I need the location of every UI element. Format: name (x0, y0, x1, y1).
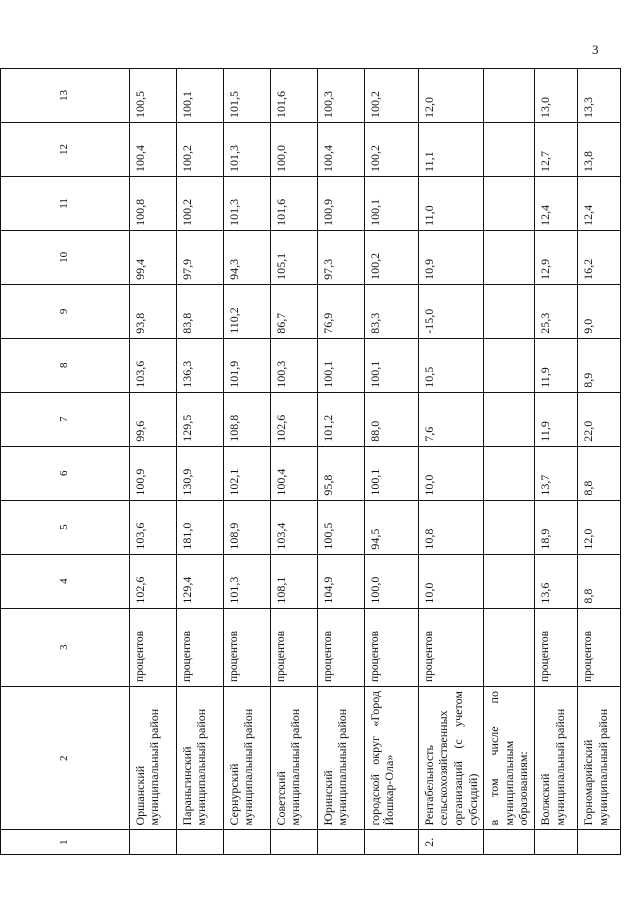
value-cell: 12,7 (535, 122, 578, 176)
value-cell: 105,1 (270, 230, 317, 284)
value-cell: 7,6 (418, 392, 484, 446)
header-cell: 6 (1, 446, 130, 500)
table-row (484, 69, 535, 855)
indicator-name-cell: городской округ «Город Йошкар-Ола» (364, 687, 418, 830)
value-cell: 101,3 (223, 176, 270, 230)
value-cell: 100,5 (317, 500, 364, 554)
header-cell: 7 (1, 392, 130, 446)
value-cell: 22,0 (578, 392, 621, 446)
table-row (364, 69, 418, 855)
table-row (270, 69, 317, 855)
value-cell: 100,1 (364, 176, 418, 230)
row-number-cell (484, 830, 535, 855)
value-cell: 86,7 (270, 284, 317, 338)
value-cell: 100,2 (364, 69, 418, 123)
value-cell: 93,8 (129, 284, 176, 338)
unit-cell: процентов (317, 608, 364, 686)
indicator-name-cell: Горномарийский муниципальный район (578, 687, 621, 830)
row-number-cell (364, 830, 418, 855)
table-row (578, 69, 621, 855)
value-cell: 100,3 (270, 338, 317, 392)
value-cell: 101,5 (223, 69, 270, 123)
value-cell: 100,2 (364, 230, 418, 284)
value-cell (484, 392, 535, 446)
unit-cell: процентов (270, 608, 317, 686)
value-cell: 13,7 (535, 446, 578, 500)
value-cell (484, 69, 535, 123)
value-cell: 11,9 (535, 338, 578, 392)
row-number-cell (223, 830, 270, 855)
value-cell: 10,5 (418, 338, 484, 392)
header-cell: 3 (1, 608, 130, 686)
value-cell: -15,0 (418, 284, 484, 338)
value-cell: 12,4 (578, 176, 621, 230)
header-cell: 4 (1, 554, 130, 608)
value-cell: 103,6 (129, 500, 176, 554)
page-number: 3 (592, 42, 599, 57)
value-cell: 181,0 (176, 500, 223, 554)
value-cell: 100,1 (317, 338, 364, 392)
value-cell: 99,4 (129, 230, 176, 284)
value-cell: 10,0 (418, 446, 484, 500)
value-cell: 18,9 (535, 500, 578, 554)
value-cell: 110,2 (223, 284, 270, 338)
value-cell: 136,3 (176, 338, 223, 392)
value-cell: 94,5 (364, 500, 418, 554)
value-cell: 11,0 (418, 176, 484, 230)
row-number-cell: 2. (418, 830, 484, 855)
table-row (418, 69, 484, 855)
indicator-name-cell: Параньгинский муниципальный район (176, 687, 223, 830)
value-cell: 108,8 (223, 392, 270, 446)
value-cell: 13,3 (578, 69, 621, 123)
value-cell: 100,8 (129, 176, 176, 230)
row-number-cell (317, 830, 364, 855)
table-row (223, 69, 270, 855)
value-cell: 102,1 (223, 446, 270, 500)
indicator-name-cell: Сернурский муниципальный район (223, 687, 270, 830)
header-cell: 2 (1, 687, 130, 830)
value-cell: 97,9 (176, 230, 223, 284)
indicator-name-cell: Юринский муниципальный район (317, 687, 364, 830)
value-cell: 95,8 (317, 446, 364, 500)
value-cell (484, 554, 535, 608)
value-cell: 100,0 (270, 122, 317, 176)
value-cell: 12,0 (418, 69, 484, 123)
value-cell: 83,3 (364, 284, 418, 338)
unit-cell: процентов (176, 608, 223, 686)
value-cell: 102,6 (270, 392, 317, 446)
row-number-cell (270, 830, 317, 855)
value-cell: 100,1 (176, 69, 223, 123)
value-cell: 12,9 (535, 230, 578, 284)
value-cell: 104,9 (317, 554, 364, 608)
value-cell (484, 446, 535, 500)
value-cell: 108,1 (270, 554, 317, 608)
value-cell: 83,8 (176, 284, 223, 338)
value-cell: 101,6 (270, 176, 317, 230)
unit-cell: процентов (418, 608, 484, 686)
value-cell: 101,2 (317, 392, 364, 446)
table-row (129, 69, 176, 855)
value-cell (484, 122, 535, 176)
value-cell: 99,6 (129, 392, 176, 446)
value-cell (484, 176, 535, 230)
value-cell: 8,8 (578, 554, 621, 608)
header-cell: 8 (1, 338, 130, 392)
row-number-cell (535, 830, 578, 855)
header-cell: 13 (1, 69, 130, 123)
value-cell (484, 338, 535, 392)
value-cell: 100,4 (317, 122, 364, 176)
value-cell: 8,9 (578, 338, 621, 392)
value-cell: 10,9 (418, 230, 484, 284)
unit-cell: процентов (578, 608, 621, 686)
header-cell: 11 (1, 176, 130, 230)
value-cell: 12,0 (578, 500, 621, 554)
indicator-name-cell: Волжский муниципальный район (535, 687, 578, 830)
value-cell: 100,4 (270, 446, 317, 500)
value-cell: 129,5 (176, 392, 223, 446)
row-number-cell (578, 830, 621, 855)
value-cell: 101,3 (223, 122, 270, 176)
unit-cell: процентов (223, 608, 270, 686)
row-number-cell (129, 830, 176, 855)
data-table (0, 68, 621, 855)
value-cell (484, 284, 535, 338)
value-cell: 100,5 (129, 69, 176, 123)
value-cell: 100,2 (176, 176, 223, 230)
value-cell: 10,0 (418, 554, 484, 608)
unit-cell: процентов (129, 608, 176, 686)
header-cell: 9 (1, 284, 130, 338)
table-row (176, 69, 223, 855)
value-cell: 13,0 (535, 69, 578, 123)
value-cell: 10,8 (418, 500, 484, 554)
row-number-cell (176, 830, 223, 855)
value-cell: 103,4 (270, 500, 317, 554)
value-cell: 13,8 (578, 122, 621, 176)
value-cell: 100,9 (129, 446, 176, 500)
value-cell: 13,6 (535, 554, 578, 608)
value-cell: 101,6 (270, 69, 317, 123)
table-row (317, 69, 364, 855)
value-cell: 100,1 (364, 446, 418, 500)
value-cell: 100,3 (317, 69, 364, 123)
value-cell: 76,9 (317, 284, 364, 338)
value-cell: 11,1 (418, 122, 484, 176)
value-cell: 100,0 (364, 554, 418, 608)
value-cell: 12,4 (535, 176, 578, 230)
value-cell: 103,6 (129, 338, 176, 392)
value-cell: 130,9 (176, 446, 223, 500)
value-cell: 102,6 (129, 554, 176, 608)
value-cell: 16,2 (578, 230, 621, 284)
value-cell: 100,4 (129, 122, 176, 176)
header-row (1, 69, 130, 855)
value-cell: 129,4 (176, 554, 223, 608)
value-cell: 100,9 (317, 176, 364, 230)
value-cell (484, 230, 535, 284)
value-cell: 11,9 (535, 392, 578, 446)
unit-cell (484, 608, 535, 686)
value-cell: 8,8 (578, 446, 621, 500)
indicator-name-cell: Рентабельность сельскохозяйственных организаций (с учетом субсидий) (418, 687, 484, 830)
value-cell: 97,3 (317, 230, 364, 284)
value-cell: 88,0 (364, 392, 418, 446)
table-row (535, 69, 578, 855)
indicator-name-cell: в том числе по муниципальным образованиям: (484, 687, 535, 830)
value-cell: 101,3 (223, 554, 270, 608)
header-cell: 1 (1, 830, 130, 855)
value-cell: 94,3 (223, 230, 270, 284)
value-cell: 100,2 (176, 122, 223, 176)
value-cell: 108,9 (223, 500, 270, 554)
indicator-name-cell: Оршанский муниципальный район (129, 687, 176, 830)
header-cell: 5 (1, 500, 130, 554)
header-cell: 10 (1, 230, 130, 284)
unit-cell: процентов (535, 608, 578, 686)
indicator-name-cell: Советский муниципальный район (270, 687, 317, 830)
value-cell: 25,3 (535, 284, 578, 338)
value-cell: 100,1 (364, 338, 418, 392)
value-cell: 9,0 (578, 284, 621, 338)
value-cell (484, 500, 535, 554)
value-cell: 101,9 (223, 338, 270, 392)
unit-cell: процентов (364, 608, 418, 686)
header-cell: 12 (1, 122, 130, 176)
value-cell: 100,2 (364, 122, 418, 176)
